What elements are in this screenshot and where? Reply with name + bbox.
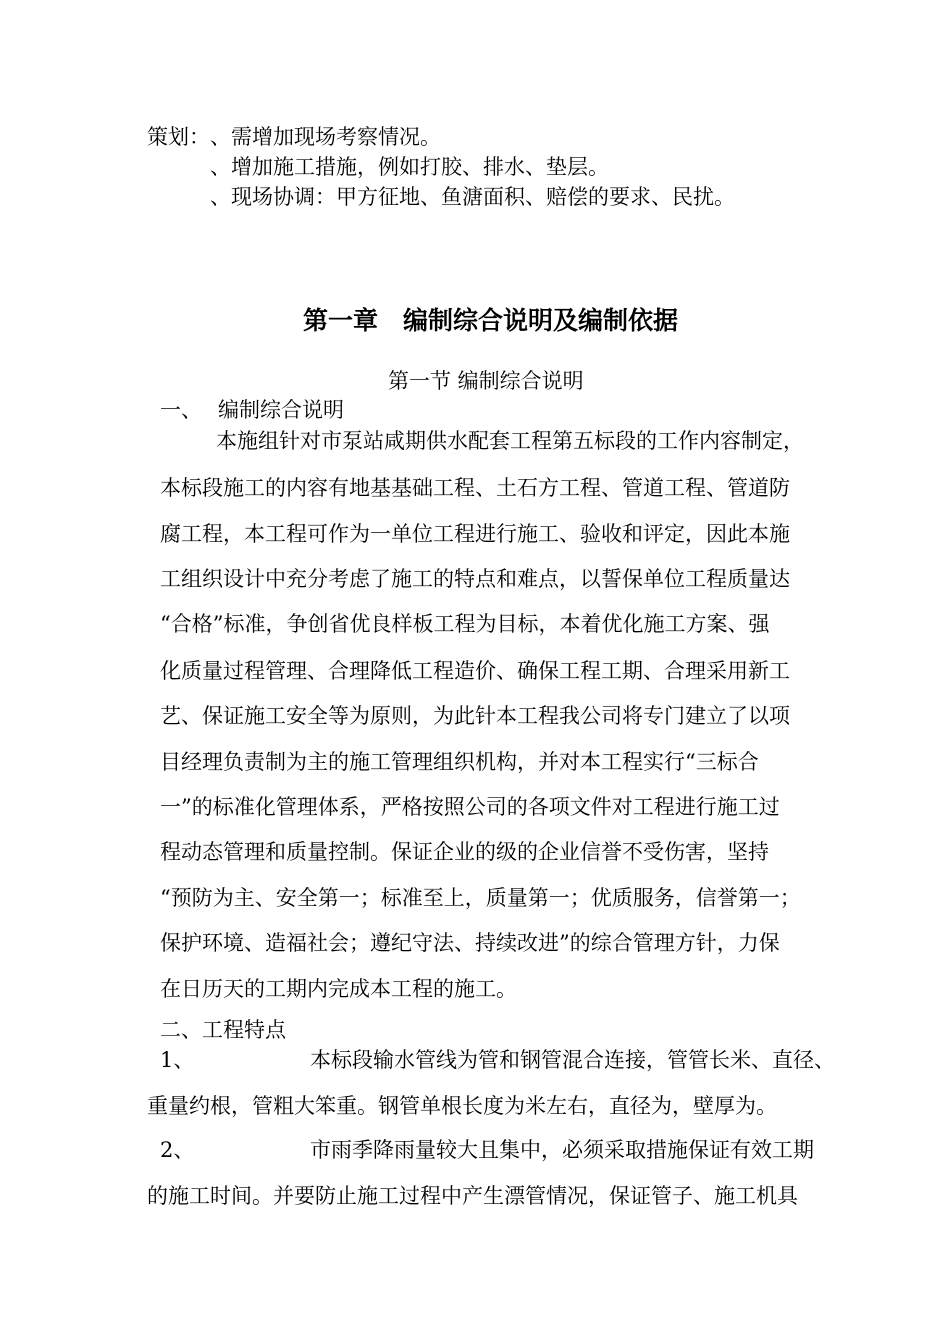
planning-item-2: 、增加施工措施，例如打胶、排水、垫层。 <box>210 155 609 179</box>
paragraph-line: 化质量过程管理、合理降低工程造价、确保工程工期、合理采用新工 <box>160 659 790 683</box>
item2-number: 2、 <box>160 1138 195 1162</box>
paragraph-line: “合格”标准，争创省优良样板工程为目标，本着优化施工方案、强 <box>160 612 770 636</box>
last-line-emphasis: 日历天 <box>181 977 244 1001</box>
planning-label: 策划： <box>147 125 210 149</box>
planning-item-3: 、现场协调：甲方征地、鱼溏面积、赔偿的要求、民扰。 <box>210 185 735 209</box>
item2-line1: 市雨季降雨量较大且集中，必须采取措施保证有效工期 <box>310 1138 814 1162</box>
paragraph-line: 目经理负责制为主的施工管理组织机构，并对本工程实行“三标合 <box>160 750 759 774</box>
paragraph-line: 本标段施工的内容有地基基础工程、土石方工程、管道工程、管道防 <box>160 476 790 500</box>
paragraph-last-line <box>160 979 517 1000</box>
paragraph-line: 艺、保证施工安全等为原则，为此针本工程我公司将专门建立了以项 <box>160 704 790 728</box>
last-line-suffix: 的工期内完成本工程的施工。 <box>244 977 517 1001</box>
chapter-title: 第一章 编制综合说明及编制依据 <box>303 306 679 335</box>
planning-item-1: 、需增加现场考察情况。 <box>210 125 441 149</box>
paragraph-line: 腐工程，本工程可作为一单位工程进行施工、验收和评定，因此本施 <box>160 522 790 546</box>
section-title: 第一节 编制综合说明 <box>388 369 584 393</box>
part1-heading-text: 编制综合说明 <box>218 398 344 422</box>
item1-line1: 本标段输水管线为管和钢管混合连接，管管长米、直径、 <box>310 1048 835 1072</box>
paragraph-line: “预防为主、安全第一；标准至上，质量第一；优质服务，信誉第一； <box>160 886 801 910</box>
item1-number: 1、 <box>160 1048 195 1072</box>
paragraph-line: 工组织设计中充分考虑了施工的特点和难点，以誓保单位工程质量达 <box>160 567 790 591</box>
item1-line2: 重量约根，管粗大笨重。钢管单根长度为米左右，直径为，壁厚为。 <box>147 1094 777 1118</box>
item2-line2: 的施工时间。并要防止施工过程中产生漂管情况，保证管子、施工机具 <box>147 1184 798 1208</box>
paragraph-line: 程动态管理和质量控制。保证企业的级的企业信誉不受伤害，坚持 <box>160 840 769 864</box>
paragraph-line: 保护环境、造福社会；遵纪守法、持续改进”的综合管理方针，力保 <box>160 931 780 955</box>
paragraph-line: 一”的标准化管理体系，严格按照公司的各项文件对工程进行施工过 <box>160 795 780 819</box>
part1-heading-number: 一、 <box>160 398 202 422</box>
last-line-prefix: 在 <box>160 977 181 1001</box>
part2-heading: 二、工程特点 <box>160 1018 286 1042</box>
paragraph-line: 本施组针对市泵站咸期供水配套工程第五标段的工作内容制定， <box>216 429 804 453</box>
